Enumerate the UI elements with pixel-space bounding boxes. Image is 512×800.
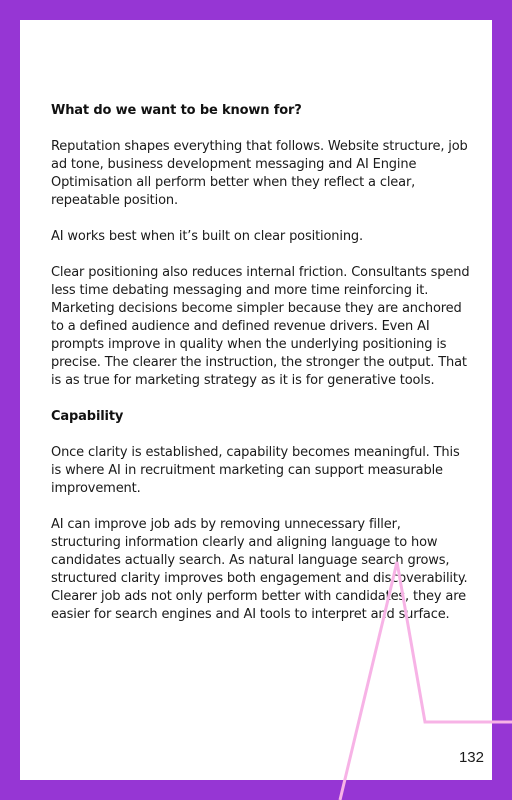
- paragraph-job-ads: AI can improve job ads by removing unnecessary filler, structuring information clearly and aligning language to how candidates actually search. As natural language search grows, structured clarity improves both engagement and discoverability. Clearer job ads not only perform better with candidates, they are easier for search engines and AI tools to interpret and surface.: [51, 517, 468, 622]
- paragraph-ai-positioning: AI works best when it’s built on clear positioning.: [51, 229, 364, 244]
- paragraph-reputation: Reputation shapes everything that follows. Website structure, job ad tone, business development messaging and AI Engine Optimisation all perform better when they reflect a clear, repeatable position.: [51, 139, 468, 208]
- section-heading-known-for: What do we want to be known for?: [51, 103, 302, 118]
- paragraph-capability: Once clarity is established, capability becomes meaningful. This is where AI in recruitment marketing can support measurable improvement.: [51, 445, 460, 496]
- page-number: 132: [458, 749, 484, 766]
- paragraph-internal-friction: Clear positioning also reduces internal friction. Consultants spend less time debating messaging and more time reinforcing it. Marketing decisions become simpler because they are anchored to a defined audience and defined revenue drivers. Even AI prompts improve in quality when the underlying positioning is precise. The clearer the instruction, the stronger the output. That is as true for marketing strategy as it is for generative tools.: [51, 265, 470, 388]
- document-page: [20, 20, 492, 780]
- document-body: [51, 102, 471, 642]
- section-heading-capability: Capability: [51, 409, 124, 424]
